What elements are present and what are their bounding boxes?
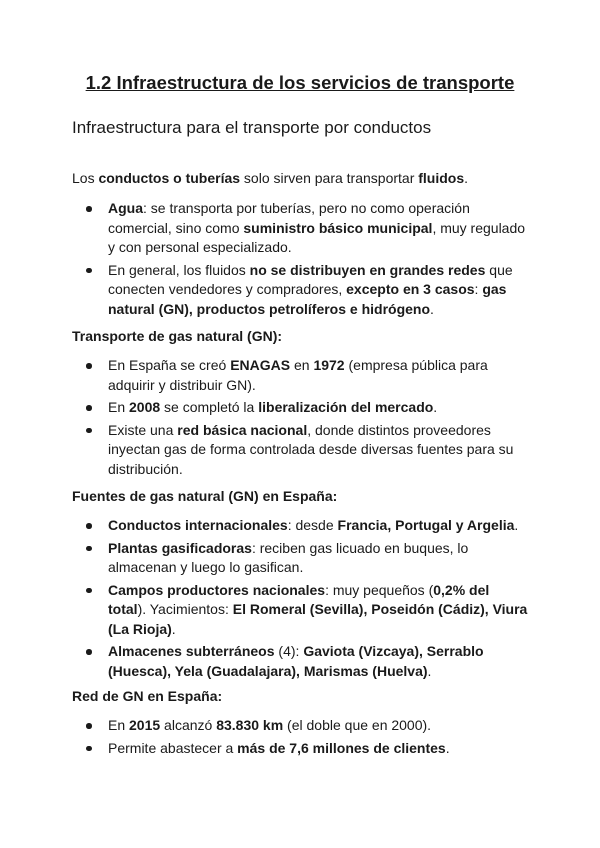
text-run: : desde	[287, 517, 338, 533]
bold-run: 1972	[313, 357, 345, 373]
text-run: En general, los fluidos	[108, 261, 250, 278]
bold-run: 83.830 km	[216, 717, 284, 733]
text-run: ). Yacimientos:	[137, 601, 233, 617]
bold-run: El Romeral (Sevilla), Poseidón (Cádiz), Viura (La Rioja)	[108, 601, 528, 637]
text-run: se completó la	[160, 399, 259, 415]
heading-gas-sources: Fuentes de gas natural (GN) en España:	[72, 488, 338, 504]
bold-run: Gaviota (Vizcaya), Serrablo (Huesca), Yela (Guadalajara), Marismas (Huelva)	[108, 643, 484, 679]
text-run: En España se creó	[108, 357, 231, 373]
text-run: : muy pequeños (	[325, 581, 434, 598]
bullet-icon	[86, 649, 92, 655]
bullet-icon	[86, 588, 92, 594]
list-item	[108, 421, 528, 480]
bold-run: Agua	[108, 200, 143, 216]
bullet-icon	[86, 268, 92, 274]
bold-run: Francia, Portugal y Argelia	[337, 517, 515, 533]
text-run: En	[108, 399, 130, 415]
list-item	[108, 199, 528, 258]
bold-run: conductos o tuberías	[98, 170, 241, 186]
text-run: .	[171, 620, 176, 637]
bold-run: fluidos	[418, 170, 465, 186]
page-title: 1.2 Infraestructura de los servicios de transporte	[85, 72, 515, 93]
text-run: .	[430, 300, 434, 317]
text-run: : se transporta por tuberías, pero no como operación comercial, sino como	[108, 200, 470, 236]
text-run: .	[514, 517, 519, 533]
bullet-icon	[86, 746, 92, 752]
bold-run: Conductos internacionales	[108, 517, 288, 533]
bold-run: Almacenes subterráneos	[108, 643, 275, 659]
text-run: (el doble que en 2000).	[283, 717, 432, 733]
text-run: Los	[72, 170, 99, 186]
text-run: .	[445, 739, 450, 756]
intro-paragraph	[72, 168, 532, 188]
bold-run: red básica nacional	[177, 421, 308, 438]
bullet-icon	[86, 723, 92, 729]
list-item	[108, 261, 528, 320]
bullet-icon	[86, 206, 92, 212]
list-item	[108, 581, 528, 640]
bold-run: 2008	[129, 399, 161, 415]
list-item	[108, 716, 528, 736]
text-run: , muy regulado y con personal especializado.	[108, 219, 526, 255]
heading-gas-transport: Transporte de gas natural (GN):	[72, 328, 283, 344]
heading-gas-network: Red de GN en España:	[72, 688, 223, 704]
text-run: en	[290, 357, 314, 373]
bullet-icon	[86, 428, 92, 434]
text-run: Existe una	[108, 421, 178, 438]
text-run: Permite abastecer a	[108, 739, 238, 756]
text-run: .	[427, 662, 432, 679]
bold-run: Campos productores nacionales	[108, 581, 326, 598]
text-run: .	[433, 399, 438, 415]
text-run: :	[474, 281, 483, 297]
bullet-icon	[86, 546, 92, 552]
bold-run: Plantas gasificadoras	[108, 539, 252, 556]
text-run: En	[108, 717, 130, 733]
text-run: que conecten vendedores y compradores,	[108, 261, 513, 297]
list-item	[108, 356, 528, 395]
section-subtitle: Infraestructura para el transporte por conductos	[72, 118, 432, 137]
bold-run: liberalización del mercado	[258, 399, 434, 415]
bullet-icon	[86, 363, 92, 369]
text-run: solo sirven para transportar	[240, 170, 419, 186]
conduct-list	[108, 199, 528, 322]
list-item	[108, 642, 528, 681]
text-run: (4):	[274, 643, 304, 659]
bold-run: 0,2% del total	[108, 581, 490, 617]
gas-transport-list	[108, 356, 528, 482]
list-item	[108, 739, 528, 759]
bold-run: excepto en 3 casos	[346, 281, 475, 297]
bold-run: más de 7,6 millones de clientes	[237, 739, 446, 756]
bold-run: gas natural (GN), productos petrolíferos e hidrógeno	[108, 281, 507, 317]
list-item	[108, 516, 528, 536]
bold-run: 2015	[129, 717, 161, 733]
text-run: .	[464, 170, 469, 186]
gas-sources-list	[108, 516, 528, 684]
bold-run: no se distribuyen en grandes redes	[249, 261, 486, 278]
bullet-icon	[86, 405, 92, 411]
text-run: (empresa pública para adquirir y distribuir GN).	[108, 357, 488, 393]
list-item	[108, 398, 528, 418]
text-run: alcanzó	[160, 717, 217, 733]
list-item	[108, 539, 528, 578]
bold-run: ENAGAS	[230, 357, 291, 373]
text-run: , donde distintos proveedores inyectan gas de forma controlada desde diversas fuentes para su distribución.	[108, 421, 514, 477]
gas-network-list	[108, 716, 528, 761]
bullet-icon	[86, 523, 92, 529]
text-run: : reciben gas licuado en buques, lo almacenan y luego lo gasifican.	[108, 539, 469, 575]
bold-run: suministro básico municipal	[243, 219, 433, 236]
